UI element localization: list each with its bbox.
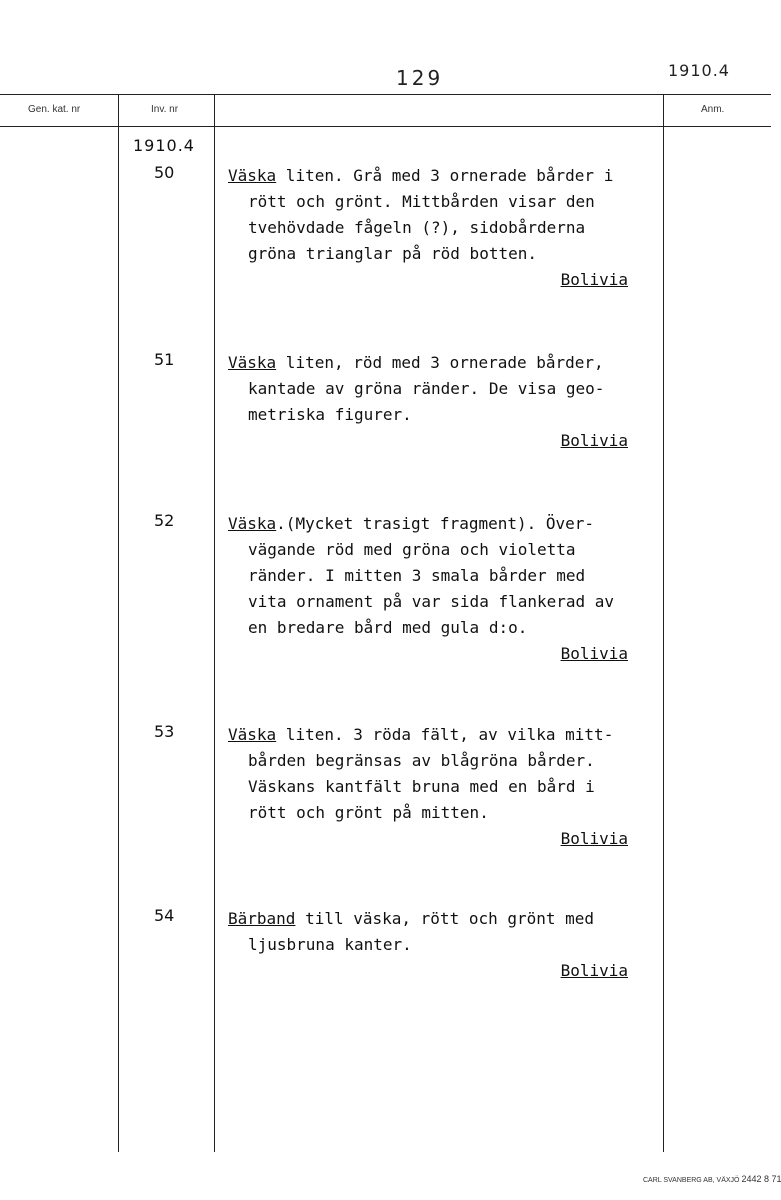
entry-line: ränder. I mitten 3 smala bårder med [248,566,586,585]
column-header-inv: Inv. nr [151,104,179,115]
entry-place [228,826,656,852]
entry-place-text: Bolivia [560,829,628,848]
entry-line: vita ornament på var sida flankerad av [248,592,615,611]
entry-text: till väska, rött och grönt med [295,909,595,928]
entry-place-text: Bolivia [560,644,628,663]
catalog-entry [228,350,656,454]
entry-place [228,641,656,667]
page-number: 129 [396,66,444,90]
entry-line: metriska figurer. [248,405,412,424]
entry-line: en bredare bård med gula d:o. [248,618,528,637]
entry-place-text: Bolivia [560,961,628,980]
entry-text: liten, röd med 3 ornerade bårder, [276,353,604,372]
entry-line: bården begränsas av blågröna bårder. [248,751,595,770]
entry-first-line [228,906,656,932]
anm-column-left-rule [663,94,664,1152]
entry-place-text: Bolivia [560,270,628,289]
header-top-rule [0,94,771,95]
entry-keyword: Väska [228,514,277,533]
entry-line: tvehövdade fågeln (?), sidobårderna [248,218,586,237]
entry-line: gröna trianglar på röd botten. [248,244,537,263]
entry-line: vägande röd med gröna och violetta [248,540,576,559]
imprint-code: 2442 8 71 [741,1174,781,1184]
corner-reference: 1910.4 [668,61,730,80]
entry-keyword: Väska [228,166,277,185]
inv-column-right-rule [214,94,215,1152]
inventory-year: 1910.4 [133,136,195,155]
entry-place [228,267,656,293]
inv-number: 51 [154,350,175,369]
entry-first-line [228,722,656,748]
imprint-publisher: CARL SVANBERG AB, VÄXJÖ [643,1177,740,1184]
column-header-anm: Anm. [701,104,725,115]
inv-number: 53 [154,722,175,741]
entry-place [228,428,656,454]
entry-line: rött och grönt på mitten. [248,803,489,822]
entry-first-line [228,350,656,376]
column-header-gen-kat: Gen. kat. nr [28,104,81,115]
entry-text: liten. Grå med 3 ornerade bårder i [276,166,614,185]
entry-place-text: Bolivia [560,431,628,450]
printer-imprint [643,1174,781,1184]
inv-number: 50 [154,163,175,182]
entry-keyword: Väska [228,725,277,744]
entry-first-line [228,511,656,537]
catalog-entry [228,511,656,667]
inv-number: 54 [154,906,175,925]
inv-number: 52 [154,511,175,530]
entry-keyword: Väska [228,353,277,372]
entry-place [228,958,656,984]
header-bottom-rule [0,126,771,127]
entry-line: kantade av gröna ränder. De visa geo- [248,379,605,398]
entry-text: liten. 3 röda fält, av vilka mitt- [276,725,614,744]
entry-first-line [228,163,656,189]
inv-column-left-rule [118,94,119,1152]
catalog-entry [228,163,656,293]
catalog-entry [228,722,656,852]
entry-keyword: Bärband [228,909,296,928]
entry-text: .(Mycket trasigt fragment). Över- [276,514,595,533]
entry-line: ljusbruna kanter. [248,935,412,954]
entry-line: rött och grönt. Mittbården visar den [248,192,595,211]
catalog-entry [228,906,656,984]
entry-line: Väskans kantfält bruna med en bård i [248,777,595,796]
